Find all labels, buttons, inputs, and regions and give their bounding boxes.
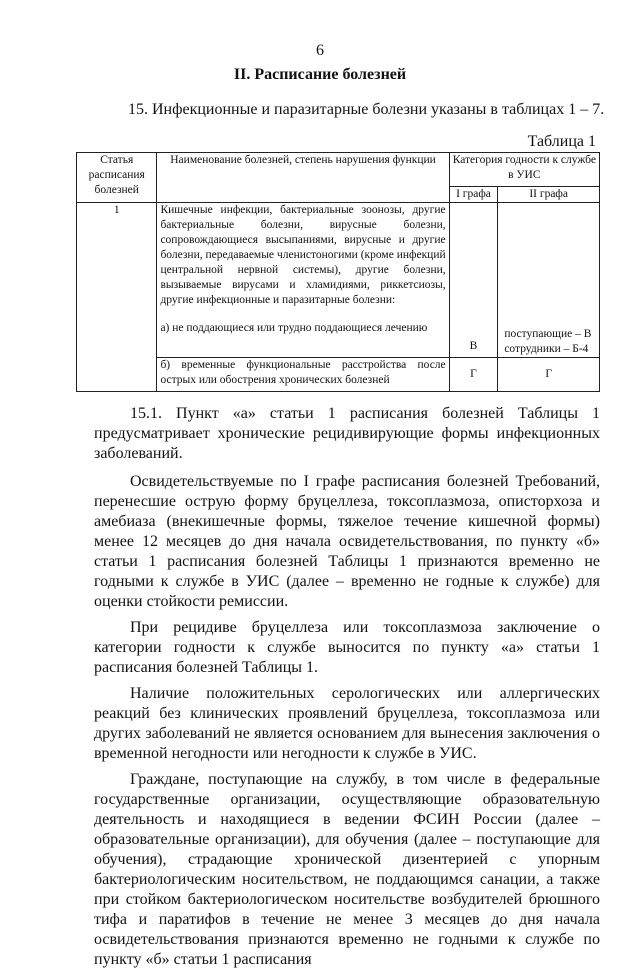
- header-article: Статья расписания болезней: [77, 153, 157, 203]
- paragraph-5: Граждане, поступающие на службу, в том числе в федеральные государственные организации, осуществляющие образовательную деятельность и находящиеся в ведении ФСИН России (далее – образовательные организации), для обучения (далее – поступающие для обучения), страдающие хронической дизентерией с упорным бактериологическим носительством, не поддающимся санации, а также при стойком бактериологическом носительстве возбудителей брюшного тифа и паратифов в течение не менее 3 месяцев до дня начала освидетельствования признаются временно не годными к службе по пункту «б» статьи 1 расписания: [94, 771, 600, 968]
- paragraph-4: Наличие положительных серологических или аллергических реакций без клинических проявлений бруцеллеза, токсоплазмоза или других заболеваний не является основанием для вынесения заключения о временной негодности или негодности к службе в УИС.: [94, 685, 600, 762]
- body-text: [94, 404, 600, 970]
- table-caption: Таблица 1: [527, 133, 596, 150]
- item-b-text: б) временные функциональные расстройства после острых или обострения хронических болезней: [157, 358, 449, 392]
- section-title: II. Расписание болезней: [233, 66, 407, 83]
- row-description-cell: [157, 203, 449, 358]
- item-a-graph-2-line-2: сотрудники – Б-4: [504, 343, 589, 355]
- article-number: 1: [77, 203, 157, 392]
- page-number: 6: [316, 42, 324, 59]
- item-a-graph-2-line-1: поступающие – В: [504, 328, 592, 340]
- header-graph-2: II графа: [498, 187, 600, 203]
- item-a-graph-2: [498, 203, 600, 358]
- header-graph-1: I графа: [449, 187, 498, 203]
- paragraph-2: Освидетельствуемые по I графе расписания болезней Требований, перенесшие острую форму бруцеллеза, токсоплазмоза, описторхоза и амебиаза (внекишечные формы, тяжелое течение кишечной формы) менее 12 месяцев до дня начала освидетельствования, по пункту «б» статьи 1 расписания болезней Таблицы 1 признаются временно не годными к службе в УИС (далее – временно не годные к службе) для оценки стойкости ремиссии.: [94, 473, 600, 610]
- disease-schedule-table: [76, 152, 600, 392]
- intro-text: 15. Инфекционные и паразитарные болезни указаны в таблицах 1 – 7.: [128, 101, 605, 118]
- paragraph-3: При рецидиве бруцеллеза или токсоплазмоза заключение о категории годности к службе выносится по пункту «а» статьи 1 расписания болезней Таблицы 1.: [94, 619, 600, 676]
- item-a-text: а) не поддающиеся или трудно поддающиеся лечению: [160, 322, 428, 334]
- header-category: Категория годности к службе в УИС: [449, 153, 599, 187]
- item-a-graph-1: В: [449, 203, 498, 358]
- item-b-graph-1: Г: [449, 358, 498, 392]
- paragraph-15-1: 15.1. Пункт «а» статьи 1 расписания болезней Таблицы 1 предусматривает хронические рецидивирующие формы инфекционных заболеваний.: [94, 405, 600, 462]
- row-description: Кишечные инфекции, бактериальные зоонозы, другие бактериальные болезни, вирусные болезни, сопровождающиеся высыпаниями, вирусные и другие болезни, передаваемые членистоногими (кроме инфекций центральной нервной системы), другие болезни, вызываемые вирусами и хламидиями, риккетсиозы, другие инфекционные и паразитарные болезни:: [160, 204, 446, 306]
- table-row: [77, 203, 600, 358]
- item-b-graph-2: Г: [498, 358, 600, 392]
- header-name: Наименование болезней, степень нарушения функции: [157, 153, 449, 203]
